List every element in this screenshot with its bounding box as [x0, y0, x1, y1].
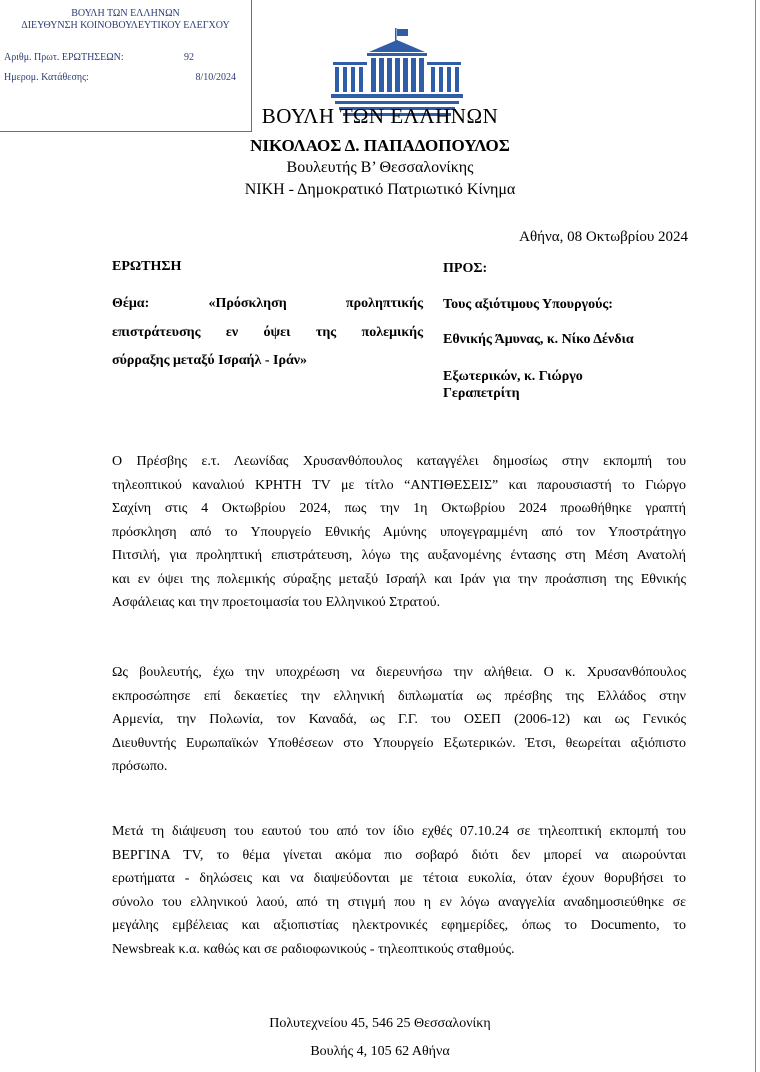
body-line: σύνολο του ελληνικού λαού, από τη στιγμή που η εν λόγω αναγγελία αναδημοσιεύθηκε σε — [112, 894, 686, 910]
stamp-date-label: Ημερομ. Κατάθεσης: — [4, 72, 89, 83]
body-line: Newsbreak κ.α. καθώς και σε ραδιοφωνικούς - τηλεοπτικούς σταθμούς. — [112, 941, 515, 957]
stamp-protocol-value: 92 — [184, 52, 194, 63]
stamp-org-line1: ΒΟΥΛΗ ΤΩΝ ΕΛΛΗΝΩΝ — [71, 8, 180, 19]
body-line: Ασφάλειας και την προετοιμασία του Ελληνικού Στρατού. — [112, 595, 441, 610]
mp-role: Βουλευτής Β’ Θεσσαλονίκης — [286, 159, 474, 176]
body-line: πρόσκληση από το Υπουργείο Εθνικής Αμύνης υπογεγραμμένη από τον Υποστράτηγο — [112, 524, 686, 540]
subject-line: επιστράτευσης εν όψει της πολεμικής — [112, 325, 423, 340]
body-line: Διευθυντής Ευρωπαϊκών Υποθέσεων στο Υπουργείο Εξωτερικών. Έτσι, θεωρείται αξιόπιστο — [112, 735, 686, 751]
body-paragraph-1 — [112, 450, 686, 615]
stamp-header — [0, 8, 251, 32]
stamp-org-line2: ΔΙΕΥΘΥΝΣΗ ΚΟΙΝΟΒΟΥΛΕΥΤΙΚΟΥ ΕΛΕΓΧΟΥ — [21, 20, 230, 31]
body-paragraph-3 — [112, 820, 686, 961]
recipient-foreign-line2: Γεραπετρίτη — [443, 386, 520, 401]
footer-address-1: Πολυτεχνείου 45, 546 25 Θεσσαλονίκη — [269, 1016, 491, 1031]
body-line: πρόσωπο. — [112, 759, 168, 774]
footer-address-2: Βουλής 4, 105 62 Αθήνα — [310, 1044, 450, 1059]
body-line: ερωτήματα - δηλώσεις και να διαψεύδονται με τέτοια ευκολία, όταν έχουν θορυβήσει το — [112, 871, 686, 886]
subject-line: Θέμα: «Πρόσκληση προληπτικής — [112, 296, 423, 311]
body-line: Σαχίνη στις 4 Οκτωβρίου 2024, πως την 1η Οκτωβρίου 2024 προωθήθηκε γραπτή — [112, 501, 686, 516]
date-line: Αθήνα, 08 Οκτωβρίου 2024 — [519, 229, 688, 245]
mp-name: ΝΙΚΟΛΑΟΣ Δ. ΠΑΠΑΔΟΠΟΥΛΟΣ — [250, 136, 510, 155]
subject-line: σύρραξης μεταξύ Ισραήλ - Ιράν» — [112, 353, 308, 368]
body-line: Μετά τη διάψευση του εαυτού του από τον ίδιο εχθές 07.10.24 σε τηλεοπτική εκπομπή του — [112, 824, 686, 839]
mp-party: ΝΙΚΗ - Δημοκρατικό Πατριωτικό Κίνημα — [244, 181, 516, 198]
body-paragraph-2 — [112, 661, 686, 779]
body-line: τηλεοπτικού καναλιού ΚΡΗΤΗ TV με τίτλο “ΑΝΤΙΘΕΣΕΙΣ” και παρουσιαστή το Γιώργο — [112, 477, 686, 493]
body-line: Πιτσιλή, για προληπτική επιστράτευση, λόγω της αυξανομένης έντασης στη Μέση Ανατολή — [112, 548, 686, 563]
stamp-date-value: 8/10/2024 — [195, 72, 236, 83]
body-line: ΒΕΡΓΙΝΑ TV, το θέμα γίνεται ακόμα πιο σοβαρό διότι δεν μπορεί να αιωρούνται — [112, 847, 686, 863]
to-label: ΠΡΟΣ: — [443, 261, 488, 276]
body-line: και εν όψει της πολεμικής σύραξης μεταξύ Ισραήλ και Ιράν για την προάσπιση της Εθνικής — [112, 571, 686, 587]
parliament-title: ΒΟΥΛΗ ΤΩΝ ΕΛΛΗΝΩΝ — [261, 104, 499, 128]
body-line: Ο Πρέσβης ε.τ. Λεωνίδας Χρυσανθόπουλος καταγγέλει δημοσίως στην εκπομπή του — [112, 454, 686, 469]
recipients-intro: Τους αξιότιμους Υπουργούς: — [443, 297, 613, 312]
stamp-protocol-label: Αριθμ. Πρωτ. ΕΡΩΤΗΣΕΩΝ: — [4, 52, 124, 63]
body-line: εκπροσώπησε επί δεκαετίες την ελληνική διπλωματία ως πρέσβης της Ελλάδος στην — [112, 688, 686, 704]
body-line: μεγάλης εμβέλειας και αξιοπιστίας ηλεκτρονικές εφημερίδες, όπως το Documento, το — [112, 918, 686, 933]
recipient-foreign-line1: Εξωτερικών, κ. Γιώργο — [443, 369, 583, 384]
recipient-defense: Εθνικής Άμυνας, κ. Νίκο Δένδια — [443, 332, 634, 347]
body-line: Ως βουλευτής, έχω την υποχρέωση να διερευνήσω την αλήθεια. Ο κ. Χρυσανθόπουλος — [112, 665, 686, 680]
question-label: ΕΡΩΤΗΣΗ — [112, 259, 182, 274]
body-line: Αρμενία, την Πολωνία, τον Καναδά, ως Γ.Γ. του ΟΣΕΠ (2006-12) και ως Γενικός — [112, 712, 686, 727]
